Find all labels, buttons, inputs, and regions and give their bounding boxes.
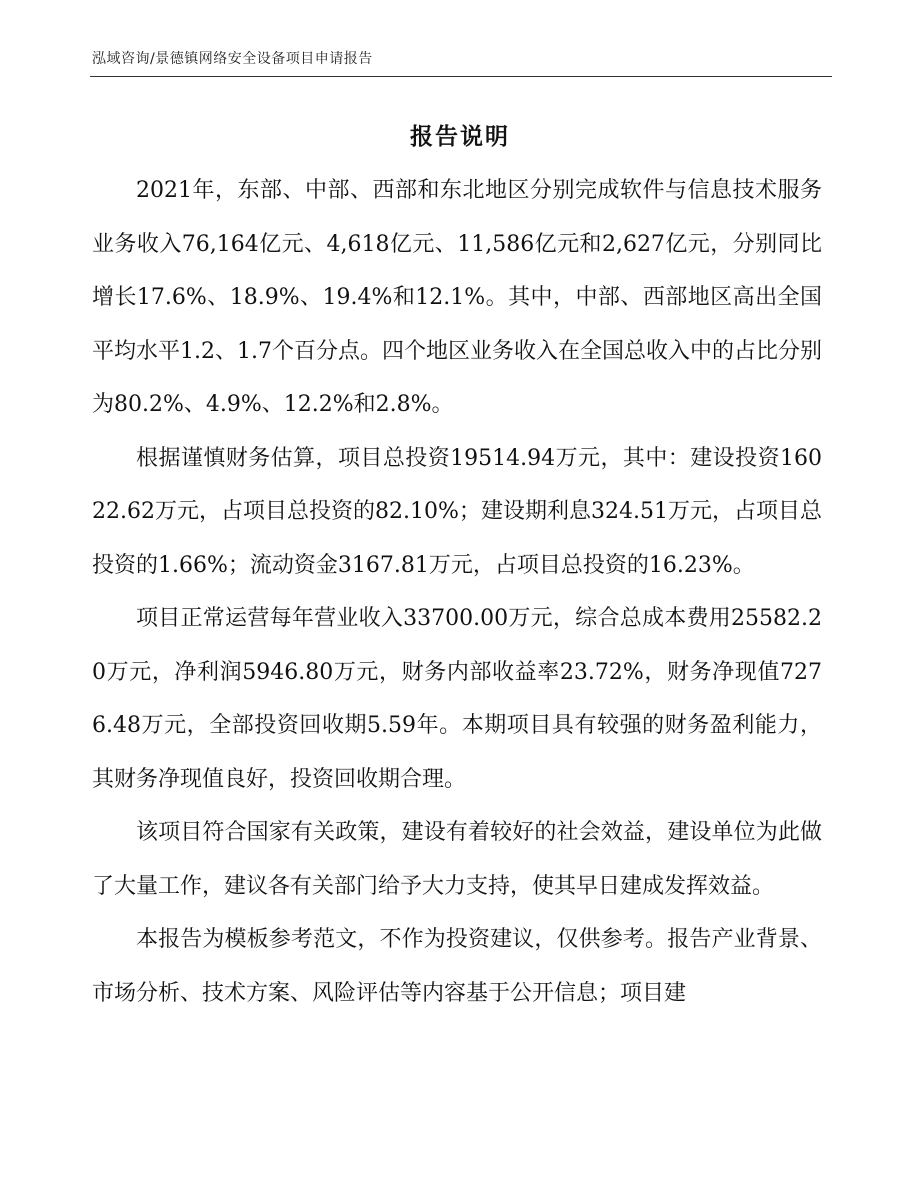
paragraph-disclaimer: 本报告为模板参考范文，不作为投资建议，仅供参考。报告产业背景、市场分析、技术方案、风险评估等内容基于公开信息；项目建 [92,927,822,1006]
header-divider [90,76,832,77]
page-title: 报告说明 [410,124,510,150]
page-header: 泓域咨询/景德镇网络安全设备项目申请报告 [92,51,373,67]
paragraph-investment: 根据谨慎财务估算，项目总投资19514.94万元，其中：建设投资16022.62万元，占项目总投资的82.10%；建设期利息324.51万元，占项目总投资的1.66%；流动资金3167.81万元，占项目总投资的16.23%。 [92,445,822,578]
report-body [92,164,822,1020]
paragraph-revenue: 2021年，东部、中部、西部和东北地区分别完成软件与信息技术服务业务收入76,164亿元、4,618亿元、11,586亿元和2,627亿元，分别同比增长17.6%、18.9%、19.4%和12.1%。其中，中部、西部地区高出全国平均水平1.2、1.7个百分点。四个地区业务收入在全国总收入中的占比分别为80.2%、4.9%、12.2%和2.8%。 [92,178,822,417]
paragraph-policy: 该项目符合国家有关政策，建设有着较好的社会效益，建设单位为此做了大量工作，建议各有关部门给予大力支持，使其早日建成发挥效益。 [92,820,822,899]
paragraph-operations: 项目正常运营每年营业收入33700.00万元，综合总成本费用25582.20万元，净利润5946.80万元，财务内部收益率23.72%，财务净现值7276.48万元，全部投资回收期5.59年。本期项目具有较强的财务盈利能力，其财务净现值良好，投资回收期合理。 [92,606,822,792]
